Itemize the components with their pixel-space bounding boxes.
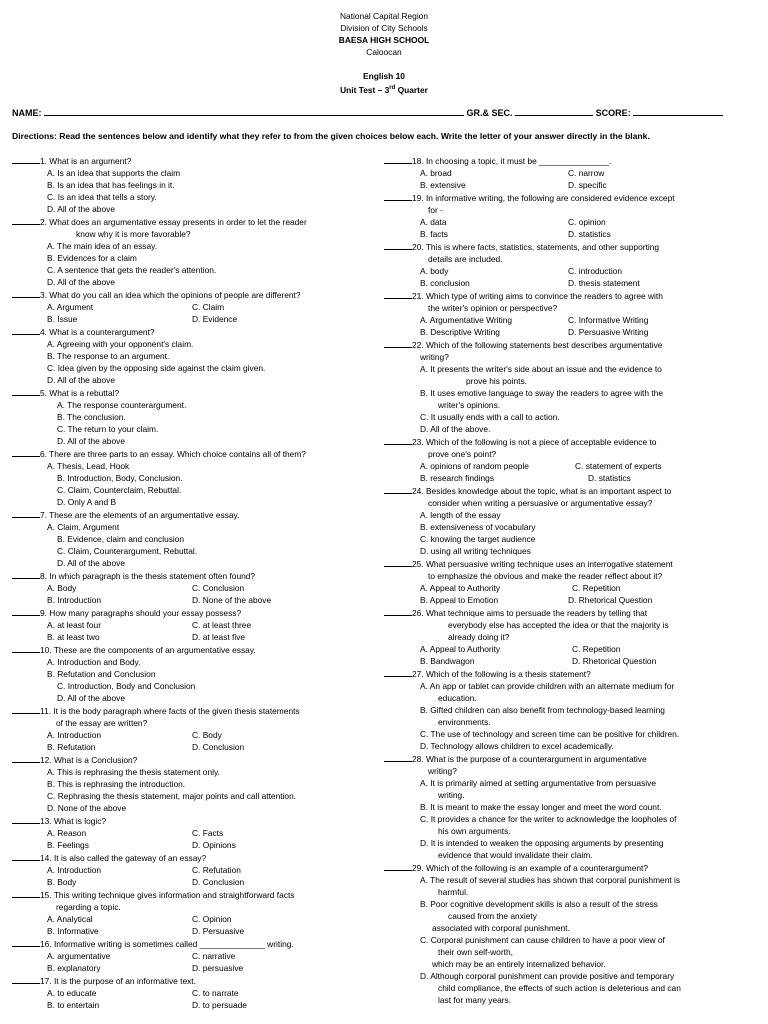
- choice: D. All of the above: [47, 204, 115, 214]
- choice: B. Informative: [47, 926, 99, 936]
- choice: D. Although corporal punishment can provide positive and temporary: [420, 971, 675, 981]
- answer-blank[interactable]: [12, 974, 40, 984]
- choice: D. All of the above: [57, 693, 125, 703]
- choice-cont: prove his points.: [466, 376, 527, 386]
- choice: B. conclusion: [420, 278, 470, 288]
- choice: D. All of the above: [47, 375, 115, 385]
- choice: C. narrow: [568, 168, 605, 178]
- question-text: 22. Which of the following statements best describes argumentative: [412, 340, 663, 350]
- choice: A. Agreeing with your opponent's claim.: [47, 339, 194, 349]
- question-text: 2. What does an argumentative essay presents in order to let the reader: [40, 217, 307, 227]
- choice: A. Introduction and Body.: [47, 657, 141, 667]
- answer-blank[interactable]: [12, 508, 40, 518]
- answer-blank[interactable]: [384, 338, 412, 348]
- choice: A. Reason: [47, 828, 87, 838]
- question-text-cont: already doing it?: [448, 632, 510, 642]
- choice: B. Body: [47, 877, 77, 887]
- question-text-cont: for -: [428, 205, 443, 215]
- question-text: 12. What is a Conclusion?: [40, 755, 138, 765]
- question-text: 10. These are the components of an argumentative essay.: [40, 645, 256, 655]
- choice: D. Rhetorical Question: [568, 595, 653, 605]
- question-18: [384, 154, 756, 191]
- choice: A. This is rephrasing the thesis statement only.: [47, 767, 220, 777]
- school-name: BAESA HIGH SCHOOL: [338, 35, 430, 45]
- question-text: 13. What is logic?: [40, 816, 107, 826]
- choice: D. None of the above: [47, 803, 127, 813]
- question-1: [12, 154, 374, 215]
- choice: B. research findings: [420, 473, 495, 483]
- choice: B. It is meant to make the essay longer and meet the word count.: [420, 802, 662, 812]
- question-7: [12, 508, 374, 569]
- question-text: 19. In informative writing, the following are considered evidence except: [412, 193, 675, 203]
- choice: A. The response counterargument.: [57, 400, 187, 410]
- question-text-cont: writing?: [428, 766, 457, 776]
- choice-cont: associated with corporal punishment.: [432, 923, 570, 933]
- question-6: [12, 447, 374, 508]
- choice: D. Evidence: [192, 314, 238, 324]
- directions: Directions: Read the sentences below and identify what they refer to from the given choices below each. Write the letter of your answer directly in the blank.: [12, 131, 650, 141]
- question-text: 11. It is the body paragraph where facts of the given thesis statements: [40, 706, 300, 716]
- choice: D. Persuasive: [192, 926, 245, 936]
- answer-blank[interactable]: [12, 814, 40, 824]
- choice: B. facts: [420, 229, 448, 239]
- choice: C. to narrate: [192, 988, 239, 998]
- question-text-cont: writing?: [420, 352, 449, 362]
- choice: A. opinions of random people: [420, 461, 529, 471]
- choice: C. Idea given by the opposing side against the claim given.: [47, 363, 266, 373]
- choice: C. introduction: [568, 266, 622, 276]
- question-text: 23. Which of the following is not a piece of acceptable evidence to: [412, 437, 657, 447]
- choice: D. It is intended to weaken the opposing arguments by presenting: [420, 838, 664, 848]
- answer-blank[interactable]: [12, 215, 40, 225]
- question-28: [384, 752, 756, 861]
- question-text-cont: to emphasize the obvious and make the reader reflect about it?: [428, 571, 663, 581]
- question-text: 4. What is a counterargument?: [40, 327, 155, 337]
- choice-cont: last for many years.: [438, 995, 512, 1005]
- division: Division of City Schools: [340, 23, 428, 33]
- choice: C. It provides a chance for the writer to acknowledge the loopholes of: [420, 814, 677, 824]
- choice: D. Persuasive Writing: [568, 327, 649, 337]
- choice-cont: which may be an entirely internalized behavior.: [432, 959, 606, 969]
- question-2: [12, 215, 374, 288]
- choice: A. Argumentative Writing: [420, 315, 513, 325]
- choice-cont: evidence that would invalidate their claim.: [438, 850, 593, 860]
- choice: B. Descriptive Writing: [420, 327, 500, 337]
- choice: A. Claim, Argument: [47, 522, 120, 532]
- question-17: [12, 974, 374, 1011]
- choice: B. extensive: [420, 180, 466, 190]
- choice: A. Introduction: [47, 865, 102, 875]
- question-text: 15. This writing technique gives information and straightforward facts: [40, 890, 295, 900]
- test-title: [0, 70, 768, 94]
- question-22: [384, 338, 756, 435]
- question-10: [12, 643, 374, 704]
- question-19: [384, 191, 756, 240]
- choice: B. at least two: [47, 632, 100, 642]
- choice: A. It presents the writer's side about an issue and the evidence to: [420, 364, 662, 374]
- choice: C. at least three: [192, 620, 252, 630]
- answer-blank[interactable]: [384, 557, 412, 567]
- choice: C. Corporal punishment can cause children to have a poor view of: [420, 935, 665, 945]
- left-column: [12, 154, 374, 1011]
- choice: C. Refutation: [192, 865, 241, 875]
- choice: A. Body: [47, 583, 77, 593]
- choice-cont: their own self-worth,: [438, 947, 513, 957]
- question-20: [384, 240, 756, 289]
- choice: C. Repetition: [572, 644, 621, 654]
- question-15: [12, 888, 374, 937]
- question-5: [12, 386, 374, 447]
- question-24: [384, 484, 756, 557]
- choice: A. length of the essay: [420, 510, 501, 520]
- question-text: 8. In which paragraph is the thesis statement often found?: [40, 571, 256, 581]
- answer-blank[interactable]: [12, 704, 40, 714]
- choice: B. Evidences for a claim: [47, 253, 137, 263]
- question-text-cont: of the essay are written?: [56, 718, 148, 728]
- choice: D. None of the above: [192, 595, 272, 605]
- choice: A. It is primarily aimed at setting argumentative from persuasive: [420, 778, 656, 788]
- choice: C. Body: [192, 730, 222, 740]
- school-header: [0, 10, 768, 58]
- answer-blank[interactable]: [12, 154, 40, 164]
- choice: C. Repetition: [572, 583, 621, 593]
- choice-cont: writer's opinions.: [438, 400, 501, 410]
- question-text: 1. What is an argument?: [40, 156, 132, 166]
- grade-label: GR.& SEC.: [466, 108, 513, 118]
- question-text: 29. Which of the following is an example of a counterargument?: [412, 863, 649, 873]
- answer-blank[interactable]: [384, 484, 412, 494]
- choice: D. statistics: [568, 229, 611, 239]
- choice: C. It usually ends with a call to action.: [420, 412, 560, 422]
- answer-blank[interactable]: [384, 289, 412, 299]
- question-16: [12, 937, 374, 974]
- question-29: [384, 861, 756, 1006]
- choice-cont: education.: [438, 693, 477, 703]
- answer-blank[interactable]: [384, 191, 412, 201]
- question-text: 18. In choosing a topic, it must be _______________.: [412, 156, 612, 166]
- choice: B. Gifted children can also benefit from technology-based learning: [420, 705, 665, 715]
- subject: English 10: [363, 71, 405, 81]
- choice: A. at least four: [47, 620, 101, 630]
- choice: D. thesis statement: [568, 278, 640, 288]
- question-13: [12, 814, 374, 851]
- choice: B. Refutation: [47, 742, 96, 752]
- answer-blank[interactable]: [12, 643, 40, 653]
- choice: B. Appeal to Emotion: [420, 595, 499, 605]
- answer-blank[interactable]: [12, 288, 40, 298]
- choice: C. statement of experts: [575, 461, 662, 471]
- choice: B. extensiveness of vocabulary: [420, 522, 536, 532]
- answer-blank[interactable]: [12, 851, 40, 861]
- answer-blank[interactable]: [384, 154, 412, 164]
- choice: D. at least five: [192, 632, 246, 642]
- choice: B. explanatory: [47, 963, 101, 973]
- answer-blank[interactable]: [12, 606, 40, 616]
- choice: A. Analytical: [47, 914, 93, 924]
- choice: A. data: [420, 217, 447, 227]
- question-text: 21. Which type of writing aims to convince the readers to agree with: [412, 291, 663, 301]
- choice: C. opinion: [568, 217, 606, 227]
- student-info-bar: [12, 106, 760, 119]
- question-text-cont: prove one's point?: [428, 449, 497, 459]
- grade-field[interactable]: [515, 106, 593, 116]
- choice: B. Evidence, claim and conclusion: [57, 534, 185, 544]
- question-text: 3. What do you call an idea which the opinions of people are different?: [40, 290, 301, 300]
- question-text-cont: details are included.: [428, 254, 503, 264]
- choice: A. body: [420, 266, 449, 276]
- choice: D. All of the above: [47, 277, 115, 287]
- name-field[interactable]: [44, 106, 464, 116]
- question-text: 28. What is the purpose of a counterargument in argumentative: [412, 754, 647, 764]
- choice: B. Poor cognitive development skills is also a result of the stress: [420, 899, 658, 909]
- question-8: [12, 569, 374, 606]
- choice: B. The conclusion.: [57, 412, 126, 422]
- answer-blank[interactable]: [12, 325, 40, 335]
- choice-cont: environments.: [438, 717, 491, 727]
- answer-blank[interactable]: [12, 753, 40, 763]
- score-label: SCORE:: [595, 108, 631, 118]
- question-text-cont: regarding a topic.: [56, 902, 121, 912]
- answer-blank[interactable]: [12, 569, 40, 579]
- choice: C. Claim, Counterargument, Rebuttal.: [57, 546, 198, 556]
- choice: D. Only A and B: [57, 497, 117, 507]
- choice: D. persuasive: [192, 963, 244, 973]
- answer-blank[interactable]: [384, 240, 412, 250]
- question-4: [12, 325, 374, 386]
- choice: A. The main idea of an essay.: [47, 241, 158, 251]
- answer-blank[interactable]: [12, 888, 40, 898]
- choice: C. A sentence that gets the reader's attention.: [47, 265, 217, 275]
- choice-cont: caused from the anxiety: [448, 911, 537, 921]
- choice: D. Conclusion: [192, 742, 245, 752]
- choice: C. Claim: [192, 302, 225, 312]
- question-23: [384, 435, 756, 484]
- choice: C. Facts: [192, 828, 224, 838]
- choice: B. Bandwagon: [420, 656, 475, 666]
- choice: A. Is an idea that supports the claim: [47, 168, 181, 178]
- question-text: 24. Besides knowledge about the topic, what is an important aspect to: [412, 486, 672, 496]
- choice: C. The use of technology and screen time can be positive for children.: [420, 729, 680, 739]
- choice: B. This is rephrasing the introduction.: [47, 779, 186, 789]
- question-text: 6. There are three parts to an essay. Which choice contains all of them?: [40, 449, 306, 459]
- choice: C. knowing the target audience: [420, 534, 536, 544]
- choice: D. All of the above: [57, 436, 125, 446]
- question-text: 9. How many paragraphs should your essay possess?: [40, 608, 242, 618]
- choice: A. broad: [420, 168, 452, 178]
- question-text-cont: consider when writing a persuasive or argumentative essay?: [428, 498, 653, 508]
- answer-blank[interactable]: [12, 937, 40, 947]
- choice: D. Conclusion: [192, 877, 245, 887]
- choice: A. Appeal to Authority: [420, 644, 501, 654]
- right-column: [384, 154, 756, 1006]
- choice: B. Is an idea that has feelings in it.: [47, 180, 175, 190]
- choice-cont: his own arguments.: [438, 826, 511, 836]
- question-text: 20. This is where facts, statistics, statements, and other supporting: [412, 242, 660, 252]
- question-text: 16. Informative writing is sometimes called ______________ writing.: [40, 939, 294, 949]
- choice: C. Claim, Counterclaim, Rebuttal.: [57, 485, 182, 495]
- choice-cont: harmful.: [438, 887, 469, 897]
- question-text-cont: everybody else has accepted the idea or that the majority is: [448, 620, 669, 630]
- answer-blank[interactable]: [384, 752, 412, 762]
- answer-blank[interactable]: [384, 606, 412, 616]
- choice: C. Informative Writing: [568, 315, 649, 325]
- choice: A. The result of several studies has shown that corporal punishment is: [420, 875, 681, 885]
- question-text: 25. What persuasive writing technique uses an interrogative statement: [412, 559, 673, 569]
- question-text: 27. Which of the following is a thesis statement?: [412, 669, 591, 679]
- test-name: Unit Test – 3rd Quarter: [340, 84, 428, 95]
- choice: D. Rhetorical Question: [572, 656, 657, 666]
- choice: B. It uses emotive language to sway the readers to agree with the: [420, 388, 664, 398]
- question-21: [384, 289, 756, 338]
- choice: D. All of the above.: [420, 424, 491, 434]
- choice-cont: writing.: [438, 790, 465, 800]
- choice: C. narrative: [192, 951, 236, 961]
- question-9: [12, 606, 374, 643]
- choice: C. Opinion: [192, 914, 232, 924]
- choice: C. The return to your claim.: [57, 424, 159, 434]
- choice: C. Conclusion: [192, 583, 245, 593]
- question-26: [384, 606, 756, 667]
- choice: B. Introduction, Body, Conclusion.: [57, 473, 183, 483]
- city: Caloocan: [366, 47, 402, 57]
- answer-blank[interactable]: [12, 386, 40, 396]
- choice: B. Refutation and Conclusion: [47, 669, 156, 679]
- question-11: [12, 704, 374, 753]
- choice: C. Introduction, Body and Conclusion: [57, 681, 196, 691]
- choice: A. to educate: [47, 988, 97, 998]
- choice: D. using all writing techniques: [420, 546, 531, 556]
- score-field[interactable]: [633, 106, 723, 116]
- choice: A. An app or tablet can provide children with an alternate medium for: [420, 681, 675, 691]
- choice: C. Is an idea that tells a story.: [47, 192, 157, 202]
- question-text: 14. It is also called the gateway of an essay?: [40, 853, 207, 863]
- choice: B. to entertain: [47, 1000, 100, 1010]
- choice: B. The response to an argument.: [47, 351, 170, 361]
- choice-cont: child compliance, the effects of such action is deleterious and can: [438, 983, 681, 993]
- answer-blank[interactable]: [384, 861, 412, 871]
- question-3: [12, 288, 374, 325]
- question-text: 26. What technique aims to persuade the readers by telling that: [412, 608, 648, 618]
- choice: D. Opinions: [192, 840, 236, 850]
- question-text: 17. It is the purpose of an informative text.: [40, 976, 196, 986]
- question-27: [384, 667, 756, 752]
- choice: C. Rephrasing the thesis statement, major points and call attention.: [47, 791, 297, 801]
- question-25: [384, 557, 756, 606]
- region: National Capital Region: [340, 11, 428, 21]
- choice: D. statistics: [588, 473, 631, 483]
- answer-blank[interactable]: [384, 667, 412, 677]
- choice: B. Issue: [47, 314, 78, 324]
- question-14: [12, 851, 374, 888]
- choice: D. specific: [568, 180, 607, 190]
- choice: A. Argument: [47, 302, 94, 312]
- choice: D. Technology allows children to excel academically.: [420, 741, 614, 751]
- choice: A. argumentative: [47, 951, 111, 961]
- choice: A. Appeal to Authority: [420, 583, 501, 593]
- choice: D. to persuade: [192, 1000, 247, 1010]
- choice: A. Thesis, Lead, Hook: [47, 461, 130, 471]
- question-text: 7. These are the elements of an argumentative essay.: [40, 510, 240, 520]
- question-text-cont: know why it is more favorable?: [76, 229, 191, 239]
- answer-blank[interactable]: [384, 435, 412, 445]
- question-text: 5. What is a rebuttal?: [40, 388, 120, 398]
- question-12: [12, 753, 374, 814]
- choice: A. Introduction: [47, 730, 102, 740]
- choice: D. All of the above: [57, 558, 125, 568]
- choice: B. Introduction: [47, 595, 102, 605]
- answer-blank[interactable]: [12, 447, 40, 457]
- name-label: NAME:: [12, 108, 42, 118]
- question-text-cont: the writer's opinion or perspective?: [428, 303, 558, 313]
- choice: B. Feelings: [47, 840, 89, 850]
